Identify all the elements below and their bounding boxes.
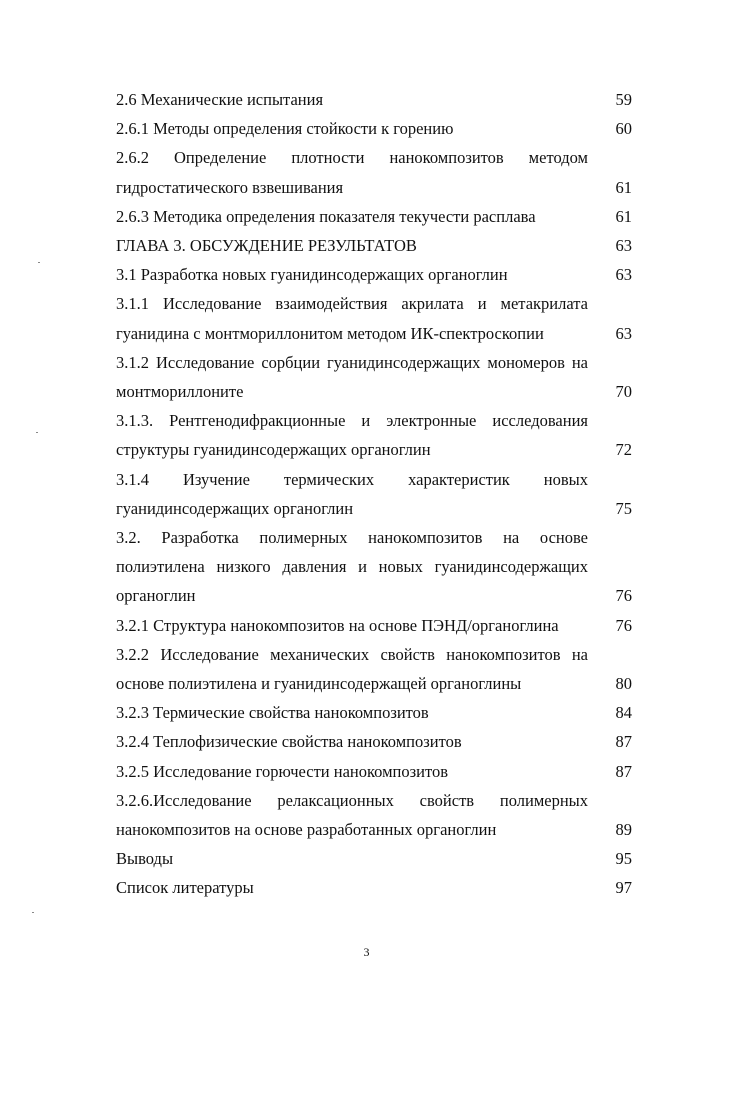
toc-entry-page: 61 — [615, 206, 632, 226]
toc-entry-line: 3.2. Разработка полимерных нанокомпозитов на основе — [116, 528, 588, 548]
toc-entry-title — [116, 640, 632, 698]
toc-entry-line: 3.2.2 Исследование механических свойств нанокомпозитов на — [116, 644, 588, 664]
toc-entry-page: 60 — [615, 119, 632, 139]
toc-entry-line: органоглин — [116, 586, 196, 606]
toc-entry-line: гуанидинсодержащих органоглин — [116, 498, 354, 518]
toc-entry — [116, 348, 632, 406]
toc-entry-line: 3.2.6.Исследование релаксационных свойств полимерных — [116, 790, 588, 810]
toc-entry-line: 2.6.2 Определение плотности нанокомпозитов методом — [116, 148, 588, 168]
toc-entry — [116, 202, 632, 231]
toc-entry — [116, 114, 632, 143]
toc-entry — [116, 640, 632, 698]
toc-entry-line: 3.1 Разработка новых гуанидинсодержащих органоглин — [116, 265, 508, 285]
toc-entry — [116, 523, 632, 611]
toc-entry-page: 80 — [615, 674, 632, 694]
toc-entry-line: Список литературы — [116, 878, 254, 898]
toc-entry-title — [116, 406, 632, 464]
page-number: 3 — [363, 945, 370, 959]
toc-entry-line: 3.1.2 Исследование сорбции гуанидинсодержащих мономеров на — [116, 352, 588, 372]
toc-entry-page: 63 — [615, 323, 632, 343]
toc-entry-line: 3.2.4 Теплофизические свойства нанокомпозитов — [116, 732, 462, 752]
toc-entry — [116, 873, 632, 902]
toc-entry-title — [116, 143, 632, 201]
toc-entry-page: 63 — [615, 236, 632, 256]
toc-entry-page: 89 — [615, 820, 632, 840]
toc-entry-page: 95 — [615, 849, 632, 869]
toc-entry-page: 87 — [615, 761, 632, 781]
toc-entry-line: монтмориллоните — [116, 382, 244, 402]
toc-entry-line: ГЛАВА 3. ОБСУЖДЕНИЕ РЕЗУЛЬТАТОВ — [116, 236, 417, 256]
toc-entry-line: основе полиэтилена и гуанидинсодержащей органоглины — [116, 674, 522, 694]
toc-entry-page: 75 — [615, 498, 632, 518]
toc-entry-title — [116, 231, 632, 260]
toc-entry-line: 3.2.1 Структура нанокомпозитов на основе ПЭНД/органоглина — [116, 615, 559, 635]
toc-entry-line: 2.6.3 Методика определения показателя текучести расплава — [116, 206, 536, 226]
scan-speck — [32, 912, 34, 913]
toc-entry — [116, 231, 632, 260]
toc-entry-line: полиэтилена низкого давления и новых гуанидинсодержащих — [116, 557, 588, 577]
toc-entry — [116, 406, 632, 464]
toc-entry-line: 3.2.5 Исследование горючести нанокомпозитов — [116, 761, 449, 781]
toc-entry-page: 59 — [615, 90, 632, 109]
toc-entry — [116, 698, 632, 727]
toc-entry-title — [116, 202, 632, 231]
toc-entry-page: 87 — [615, 732, 632, 752]
toc-entry-title — [116, 465, 632, 523]
toc-entry-title — [116, 844, 632, 873]
scan-speck — [36, 432, 38, 433]
toc-entry-line: 3.1.4 Изучение термических характеристик новых — [116, 469, 588, 489]
toc-entry-line: 2.6 Механические испытания — [116, 90, 324, 109]
toc-entry-line: Выводы — [116, 849, 174, 869]
toc-entry-line: 3.1.1 Исследование взаимодействия акрилата и метакрилата — [116, 294, 588, 314]
toc-entry-line: нанокомпозитов на основе разработанных органоглин — [116, 820, 497, 840]
toc-entry — [116, 727, 632, 756]
toc-entry — [116, 260, 632, 289]
toc-entry-line: 3.1.3. Рентгенодифракционные и электронные исследования — [116, 411, 588, 431]
toc-entry-title — [116, 757, 632, 786]
toc-entry-page: 84 — [615, 703, 632, 723]
toc-entry-title — [116, 348, 632, 406]
toc-entry-page: 70 — [615, 382, 632, 402]
toc-entry — [116, 465, 632, 523]
toc-entry-title — [116, 260, 632, 289]
toc-entry-line: 2.6.1 Методы определения стойкости к горению — [116, 119, 454, 139]
toc-entry-title — [116, 114, 632, 143]
toc-entry — [116, 143, 632, 201]
toc-entry-page: 76 — [615, 615, 632, 635]
toc-entry-line: 3.2.3 Термические свойства нанокомпозитов — [116, 703, 429, 723]
toc-entry — [116, 757, 632, 786]
toc-entry-line: гидростатического взвешивания — [116, 177, 344, 197]
toc-entry — [116, 611, 632, 640]
toc-entry-title — [116, 523, 632, 611]
table-of-contents — [116, 85, 632, 903]
toc-entry-title — [116, 727, 632, 756]
toc-entry-page: 61 — [615, 177, 632, 197]
toc-entry-title — [116, 611, 632, 640]
toc-entry-title — [116, 289, 632, 347]
toc-entry-page: 97 — [615, 878, 632, 898]
toc-entry-page: 76 — [615, 586, 632, 606]
toc-entry — [116, 786, 632, 844]
toc-entry-page: 72 — [615, 440, 632, 460]
scan-speck — [38, 262, 40, 263]
toc-entry — [116, 85, 632, 114]
toc-entry — [116, 844, 632, 873]
toc-entry-title — [116, 698, 632, 727]
toc-entry-title — [116, 873, 632, 902]
toc-entry-line: гуанидина с монтмориллонитом методом ИК-спектроскопии — [116, 323, 544, 343]
toc-entry-title — [116, 786, 632, 844]
toc-entry-title — [116, 85, 632, 114]
toc-entry — [116, 289, 632, 347]
toc-entry-line: структуры гуанидинсодержащих органоглин — [116, 440, 431, 460]
toc-entry-page: 63 — [615, 265, 632, 285]
